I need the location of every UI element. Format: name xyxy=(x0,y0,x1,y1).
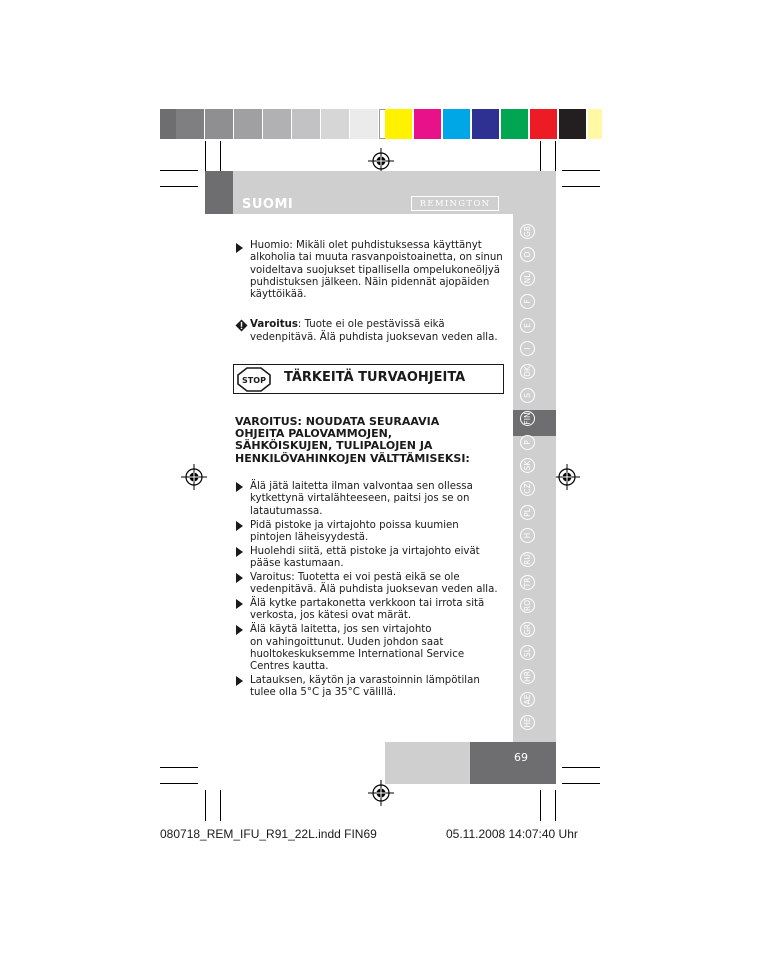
language-tab: D xyxy=(520,247,535,262)
slug-file-info: 080718_REM_IFU_R91_22L.indd FIN69 xyxy=(160,827,377,841)
bullet-icon xyxy=(236,676,243,686)
brand-logo: REMINGTON xyxy=(411,196,499,211)
instruction-line: Älä käytä laitetta, jos sen virtajohto xyxy=(250,624,432,636)
instruction-line: verkosta, jos kätesi ovat märät. xyxy=(250,610,412,622)
instruction-line: Älä kytke partakonetta verkkoon tai irrota sitä xyxy=(250,598,485,610)
language-tab: S xyxy=(520,388,535,403)
language-tab: H xyxy=(520,528,535,543)
color-swatch xyxy=(530,109,557,139)
page-number-box xyxy=(470,742,556,784)
bullet-icon xyxy=(236,625,243,635)
instruction-line: kytkettynä virtalähteeseen, paitsi jos se on xyxy=(250,493,470,505)
language-tab: HE xyxy=(520,715,535,730)
language-tab: GR xyxy=(520,622,535,637)
bullet-icon xyxy=(236,573,243,583)
language-tab: E xyxy=(520,318,535,333)
language-tab: P xyxy=(520,435,535,450)
language-tab: SL xyxy=(520,645,535,660)
note-line: puhdistuksen jälkeen. Näin pidennät ajopäiden xyxy=(250,276,490,288)
language-tab: NL xyxy=(520,271,535,286)
stop-sign-icon xyxy=(237,367,271,392)
gray-swatch xyxy=(321,109,349,139)
safety-title: TÄRKEITÄ TURVAOHJEITA xyxy=(284,370,466,385)
instruction-line: vedenpitävä. Älä puhdista juoksevan veden alla. xyxy=(250,584,498,596)
page-title: SUOMI xyxy=(242,197,294,212)
language-tab: AE xyxy=(520,692,535,707)
instruction-line: latautumassa. xyxy=(250,505,323,517)
gray-swatch xyxy=(263,109,291,139)
instruction-line: Latauksen, käytön ja varastoinnin lämpötilan xyxy=(250,675,480,687)
language-tab: RU xyxy=(520,552,535,567)
language-tab: RO xyxy=(520,598,535,613)
language-tab: DK xyxy=(520,364,535,379)
header-left-tab xyxy=(205,171,233,214)
note-line: alkoholia tai muuta rasvanpoistoainetta, on sinun xyxy=(250,252,503,264)
warning-heading-line: HENKILÖVAHINKOJEN VÄLTTÄMISEKSI: xyxy=(235,451,470,465)
language-tab: CZ xyxy=(520,481,535,496)
language-tab: I xyxy=(520,341,535,356)
registration-mark-icon xyxy=(181,464,207,490)
registration-mark-icon xyxy=(554,464,580,490)
instruction-line: huoltokeskuksemme International Service xyxy=(250,648,465,660)
note-line: Huomio: Mikäli olet puhdistuksessa käyttänyt xyxy=(250,240,482,251)
bullet-icon xyxy=(236,482,243,492)
language-tab: GB xyxy=(520,224,535,239)
instruction-line: tulee olla 5°C ja 35°C välillä. xyxy=(250,687,397,699)
gray-swatch xyxy=(205,109,233,139)
svg-text:STOP: STOP xyxy=(242,376,266,385)
language-tab: PL xyxy=(520,505,535,520)
color-swatch xyxy=(414,109,441,139)
bullet-icon xyxy=(236,521,243,531)
language-tab: HR xyxy=(520,669,535,684)
page-number: 69 xyxy=(514,751,528,764)
gray-swatch xyxy=(350,109,378,139)
warning-heading-line: SÄHKÖISKUJEN, TULIPALOJEN JA xyxy=(235,439,433,453)
instruction-line: pintojen läheisyydestä. xyxy=(250,531,369,543)
bullet-icon xyxy=(236,547,243,557)
warning-line-1: Varoitus: Tuote ei ole pestävissä eikä xyxy=(250,319,445,330)
language-index-column xyxy=(513,214,556,744)
color-swatch xyxy=(501,109,528,139)
language-tab: SK xyxy=(520,458,535,473)
instruction-line: Varoitus: Tuotetta ei voi pestä eikä se ole xyxy=(250,571,460,583)
note-line: käyttöikää. xyxy=(250,289,307,301)
warning-icon xyxy=(235,319,248,332)
slug-timestamp: 05.11.2008 14:07:40 Uhr xyxy=(446,827,578,841)
warning-heading-line: OHJEITA PALOVAMMOJEN, xyxy=(235,427,393,441)
warning-heading xyxy=(235,416,505,465)
warning-line-2: vedenpitävä. Älä puhdista juoksevan veden alla. xyxy=(250,332,498,343)
language-tab: F xyxy=(520,294,535,309)
active-language-highlight xyxy=(513,410,556,436)
instruction-line: pääse kastumaan. xyxy=(250,558,344,569)
instruction-line: Pidä pistoke ja virtajohto poissa kuumien xyxy=(250,519,459,531)
color-swatch xyxy=(443,109,470,139)
language-tab: FIN xyxy=(520,411,535,426)
instruction-line: Centres kautta. xyxy=(250,661,329,673)
instruction-line: Huolehdi siitä, että pistoke ja virtajohto eivät xyxy=(250,545,480,557)
color-swatch xyxy=(472,109,499,139)
bullet-icon xyxy=(236,599,243,609)
color-swatch xyxy=(559,109,586,139)
gray-swatch xyxy=(292,109,320,139)
gray-swatch xyxy=(160,109,176,139)
instruction-line: Älä jätä laitetta ilman valvontaa sen ollessa xyxy=(250,481,473,492)
instruction-line: on vahingoittunut. Uuden johdon saat xyxy=(250,636,444,648)
color-swatch xyxy=(385,109,412,139)
gray-swatch xyxy=(234,109,262,139)
color-swatch xyxy=(588,109,602,139)
gray-swatch xyxy=(176,109,204,139)
warning-heading-line: VAROITUS: NOUDATA SEURAAVIA xyxy=(235,415,440,428)
bullet-icon xyxy=(236,243,243,253)
language-tab: TR xyxy=(520,575,535,590)
note-line: voideltava suojukset tipallisella ompelukoneöljyä xyxy=(250,264,500,276)
